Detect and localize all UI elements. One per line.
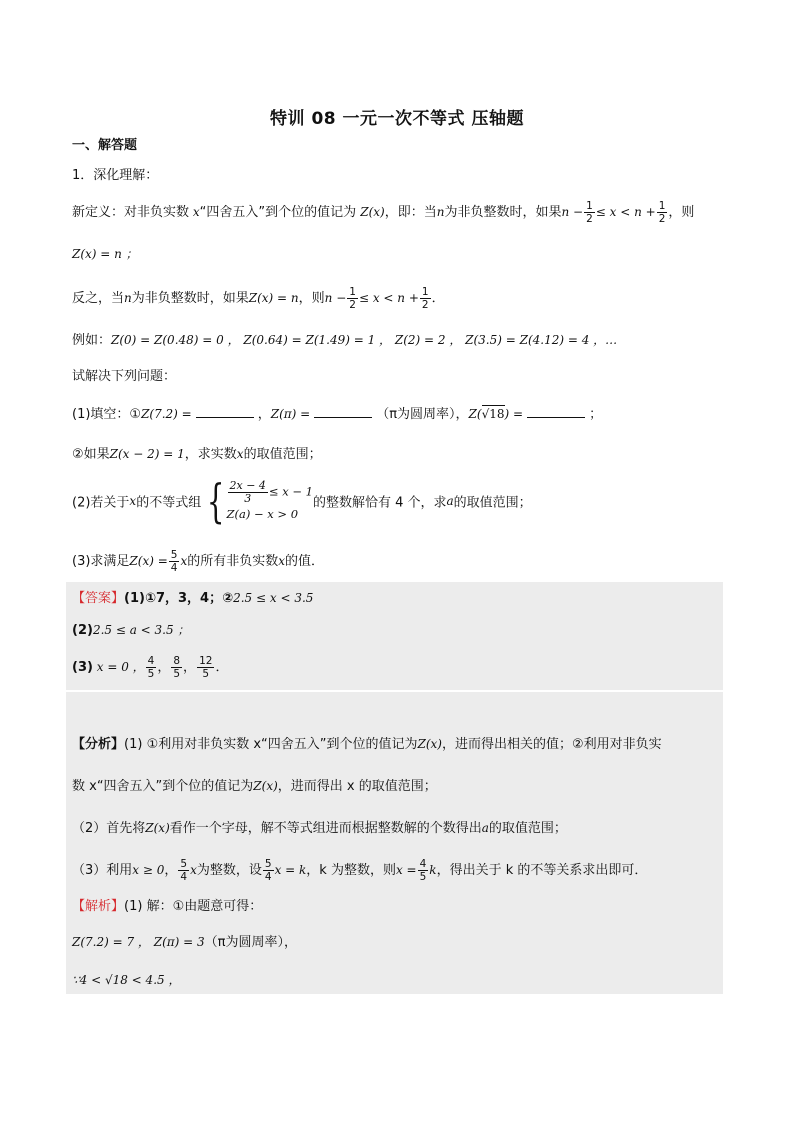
- q3-text-3: 的值．: [285, 554, 325, 569]
- answer-math-2: 2.5 ≤ a < 3.5 ；: [92, 623, 190, 637]
- q2-text-4: 的取值范围；: [453, 495, 532, 511]
- question-1-fill: (1)填空：①Z(7.2) = ，Z(π) = （π为圆周率），Z(√18) = ；: [72, 403, 602, 425]
- analysis-text-6: 看作一个字母，解不等式组进而根据整数解的个数得出: [169, 821, 482, 836]
- page-title: 特训 08 一元一次不等式 压轴题: [270, 109, 524, 129]
- example-math: Z(0) = Z(0.48) = 0 ， Z(0.64) = Z(1.49) = 1 ， Z(2) = 2 ， Z(3.5) = Z(4.12) = 4 ，…: [111, 333, 618, 347]
- analysis-text-2: ，进而得出相关的值；②利用对非负实: [441, 737, 662, 752]
- example-line: [72, 330, 617, 351]
- solution-text-2: （π为圆周率），: [204, 935, 297, 950]
- solution-label: 【解析】: [72, 899, 125, 914]
- analysis-text-4: ，进而得出 x 的取值范围；: [277, 779, 437, 794]
- solution-line-3: ∵4 < √18 < 4.5 ，: [72, 973, 181, 987]
- question-1-part-2: ②如果Z(x − 2) = 1，求实数x的取值范围；: [72, 447, 322, 462]
- example-label: 例如：: [72, 333, 112, 348]
- def-text-2: “四舍五入”到个位的值记为: [199, 205, 357, 220]
- analysis-line-4: （3）利用x ≥ 0， $\frac{5}{4}$ x为整数，设 $\frac{5}{4}$ x = k，k 为整数，则x = $\frac{4}{5}$ k，得出关于 k 的不等关系求出即可．: [72, 858, 648, 883]
- analysis-text-8: （3）利用: [72, 863, 133, 878]
- analysis-label: 【分析】: [72, 737, 125, 752]
- q2-text-2: 的不等式组: [136, 495, 202, 511]
- def-text-4: 为非负整数时，如果: [444, 205, 562, 220]
- answer-math-1: 2.5 ≤ x < 3.5: [233, 591, 314, 605]
- blank-1[interactable]: [196, 403, 254, 418]
- section-heading: 一、解答题: [72, 138, 138, 153]
- try-solve-line: 试解决下列问题：: [72, 369, 177, 384]
- converse-text-3: ，则: [298, 291, 325, 306]
- inequality-system: $\frac{2x - 4}{3}$ ≤ x − 1 Z(a) − x > 0: [226, 478, 313, 521]
- def-text-3: ，即：当: [384, 205, 437, 220]
- q1-text: (1)填空：①: [72, 407, 142, 422]
- definition-line-2: Z(x) = n ；: [72, 247, 138, 261]
- definition-line-1: 新定义：对非负实数 x“四舍五入”到个位的值记为 Z(x)，即：当n为非负整数时，如果n − $\frac{1}{2}$ ≤ x < n + $\frac{1}{2}$ ，则: [72, 200, 695, 225]
- converse-line: 反之，当n为非负整数时，如果Z(x) = n，则n − $\frac{1}{2}$ ≤ x < n + $\frac{1}{2}$ ．: [72, 286, 445, 311]
- analysis-text-9: 为整数，设: [196, 863, 262, 878]
- pi-note: （π为圆周率），: [376, 407, 469, 422]
- solution-line-1: [72, 897, 262, 917]
- analysis-line-1: 【分析】(1) ①利用对非负实数 x“四舍五入”到个位的值记为Z(x)，进而得出相关的值；②利用对非负实: [72, 737, 662, 752]
- analysis-text-3: 数 x“四舍五入”到个位的值记为: [72, 779, 254, 794]
- q1b-text: ②如果: [72, 447, 110, 462]
- q2-text-1: (2)若关于: [72, 495, 130, 511]
- solution-text-1: (1) 解：①由题意可得：: [124, 899, 263, 914]
- q1b-tail: ，求实数: [184, 447, 237, 462]
- problem-heading: 1．深化理解：: [72, 168, 159, 183]
- analysis-line-3: （2）首先将Z(x)看作一个字母，解不等式组进而根据整数解的个数得出a的取值范围；: [72, 821, 567, 836]
- analysis-text-10: ，k 为整数，则: [306, 863, 396, 878]
- def-text-5: ，则: [668, 205, 695, 220]
- answer-line-3: (3) x = 0 ， $\frac{4}{5}$ ， $\frac{8}{5}$ ， $\frac{12}{5}$ ．: [72, 655, 229, 680]
- answer-label: 【答案】: [72, 591, 125, 606]
- analysis-line-2: 数 x“四舍五入”到个位的值记为Z(x)，进而得出 x 的取值范围；: [72, 779, 437, 794]
- def-text-1: 新定义：对非负实数: [72, 205, 190, 220]
- q1b-end: 的取值范围；: [243, 447, 322, 462]
- blank-3[interactable]: [527, 403, 585, 418]
- analysis-text-11: ，得出关于 k 的不等关系求出即可．: [436, 863, 648, 878]
- answer-text-2: (2): [72, 623, 93, 638]
- q3-text-2: 的所有非负实数: [187, 554, 279, 569]
- solution-line-2: Z(7.2) = 7 ， Z(π) = 3（π为圆周率），: [72, 935, 297, 950]
- question-3: (3)求满足Z(x) = $\frac{5}{4}$ x的所有非负实数x的值．: [72, 549, 325, 574]
- q3-text-1: (3)求满足: [72, 554, 130, 569]
- answer-line-2: [72, 620, 189, 641]
- analysis-text-1: (1) ①利用对非负实数 x“四舍五入”到个位的值记为: [124, 737, 418, 752]
- converse-text-2: 为非负整数时，如果: [131, 291, 249, 306]
- answer-text-1: (1)①7，3，4；②: [124, 591, 234, 606]
- q2-text-3: 的整数解恰有 4 个，求: [312, 495, 447, 511]
- converse-text-1: 反之，当: [72, 291, 125, 306]
- analysis-text-5: （2）首先将: [72, 821, 146, 836]
- analysis-text-7: 的取值范围；: [488, 821, 567, 836]
- answer-text-3: (3): [72, 660, 93, 675]
- answer-line-1: [72, 588, 313, 609]
- question-2: (2)若关于x的不等式组 { $\frac{2x - 4}{3}$ ≤ x − 1 Z(a) − x > 0 的整数解恰有 4 个，求a的取值范围；: [72, 474, 532, 528]
- blank-2[interactable]: [314, 403, 372, 418]
